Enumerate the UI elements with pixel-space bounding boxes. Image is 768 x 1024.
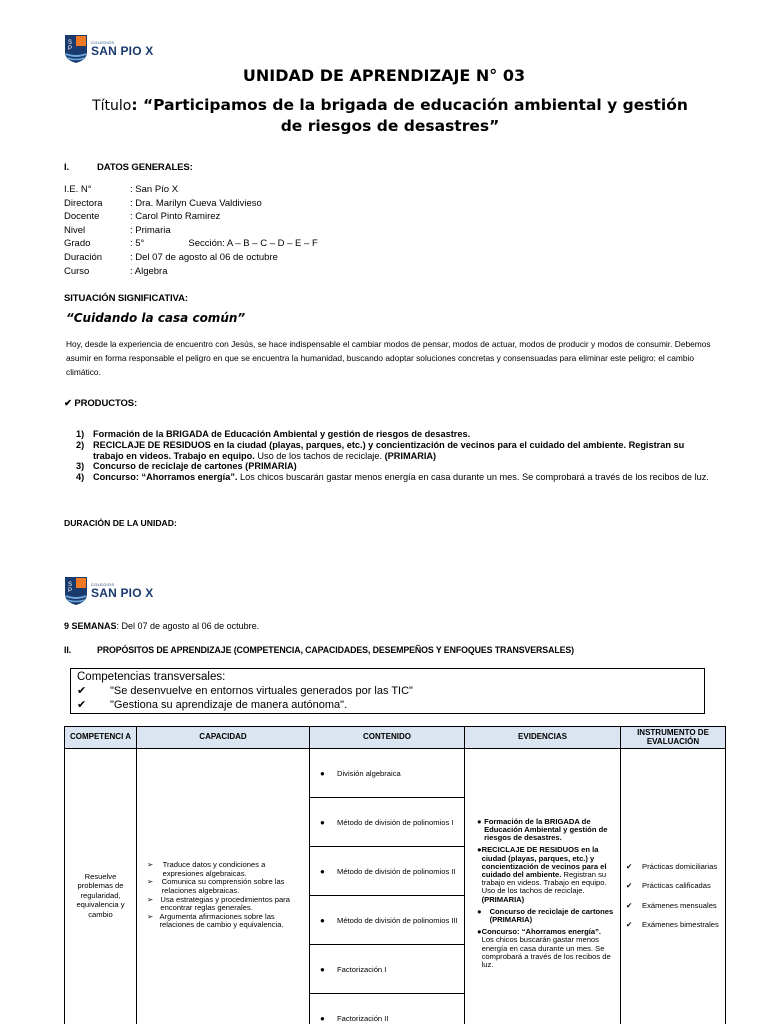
situacion-label: SITUACIÓN SIGNIFICATIVA: <box>64 293 188 304</box>
evidencia-item <box>477 818 614 843</box>
competencias-box <box>70 668 705 714</box>
evidencia-item <box>477 928 614 969</box>
producto-bold: Formación de la BRIGADA de Educación Ambiental y gestión de riesgos de desastres. <box>93 429 471 439</box>
datos-key: Curso <box>64 265 90 277</box>
instrumento-cell <box>621 749 726 1024</box>
datos-row <box>64 197 318 211</box>
contenido-cell <box>310 847 465 896</box>
competencia-text: "Se desenvuelve en entornos virtuales generados por las TIC" <box>110 685 413 697</box>
check-icon: ✔ <box>626 881 633 891</box>
contenido-text: Factorización I <box>337 964 387 974</box>
instrumento-item <box>626 915 725 935</box>
evidencia-bold: Concurso: “Ahorramos energía”. <box>481 927 602 937</box>
check-icon: ✔ <box>626 920 633 930</box>
check-icon: ✔ <box>626 861 633 871</box>
section1-num: I. <box>64 162 70 173</box>
datos-value: : Del 07 de agosto al 06 de octubre <box>130 251 278 263</box>
datos-key: I.E. N° <box>64 184 92 195</box>
shield-icon <box>64 576 88 606</box>
producto-item <box>76 461 716 472</box>
productos-list <box>76 429 716 483</box>
evidencias-cell <box>465 749 621 1024</box>
shield-icon <box>64 34 88 64</box>
header-contenido: CONTENIDO <box>310 727 465 749</box>
instrumento-item <box>626 896 725 916</box>
contenido-cell <box>310 945 465 994</box>
svg-text:P: P <box>68 46 73 52</box>
capacidad-item <box>147 896 303 913</box>
producto-num: 2) <box>76 439 85 450</box>
producto-num: 3) <box>76 461 85 472</box>
datos-key: Nivel <box>64 224 86 236</box>
logo-name: SAN PIO X <box>91 586 154 600</box>
bullet-icon: ● <box>477 927 482 937</box>
datos-row <box>64 251 318 265</box>
datos-generales <box>64 183 318 278</box>
producto-item <box>76 429 716 440</box>
competencias-title: Competencias transversales: <box>77 671 226 683</box>
producto-bold-2: (PRIMARIA) <box>384 450 437 461</box>
datos-value: : Algebra <box>130 265 168 277</box>
evidencia-item <box>477 846 614 903</box>
school-logo <box>64 34 153 64</box>
duracion-label: DURACIÓN DE LA UNIDAD: <box>64 518 177 528</box>
instrumento-text: Prácticas domiciliarias <box>642 861 718 871</box>
subtitle-line2: de riesgos de desastres” <box>280 117 500 135</box>
situacion-text: Hoy, desde la experiencia de encuentro con Jesús, se hace indispensable el cambiar modos de pensar, modos de actuar, modos de producir y modos de consumir. Debemos asumir en forma responsable el peligro en que se encuentra la humanidad, buscando adoptar soluciones concretas y consensuadas para eliminar este peligro: el cambio climático. <box>66 339 711 377</box>
evidencia-bold: Formación de la BRIGADA de Educación Ambiental y gestión de riesgos de desastres. <box>484 816 608 843</box>
bullet-icon: ● <box>320 1013 325 1023</box>
school-logo-2 <box>64 576 153 606</box>
bullet-icon: ● <box>477 906 482 916</box>
datos-key: Directora <box>64 197 103 209</box>
instrumento-item <box>626 876 725 896</box>
evidencia-bold: Concurso de reciclaje de cartones (PRIMARIA) <box>489 906 614 924</box>
subtitle-line1: : “Participamos de la brigada de educación ambiental y gestión <box>131 96 688 114</box>
instrumento-text: Exámenes mensuales <box>642 900 717 910</box>
capacidad-text: Argumenta afirmaciones sobre las relaciones de cambio y equivalencia. <box>159 911 284 930</box>
datos-value: : Carol Pinto Ramirez <box>130 211 221 223</box>
producto-bold: Concurso de reciclaje de cartones (PRIMARIA) <box>93 461 297 472</box>
evidencia-text: Registran su trabajo en videos. Trabajo en equipo. Uso de los tachos de reciclaje. <box>481 869 607 896</box>
capacidad-text: Traduce datos y condiciones a expresiones algebraicas. <box>162 860 266 878</box>
logo-small-text: COLEGIOS <box>91 582 115 587</box>
contenido-text: Factorización II <box>337 1013 389 1023</box>
logo-small-text: COLEGIOS <box>91 40 115 45</box>
producto-num: 4) <box>76 472 85 483</box>
svg-text:P: P <box>68 588 73 594</box>
producto-text: Uso de los tachos de reciclaje. <box>254 450 385 461</box>
svg-text:S: S <box>68 582 73 588</box>
bullet-icon: ● <box>320 866 325 876</box>
datos-value: : 5° <box>130 238 145 250</box>
competencia-item <box>77 698 698 712</box>
header-evidencias: EVIDENCIAS <box>465 727 621 749</box>
datos-value: : San Pío X <box>130 184 179 195</box>
evidencia-bold: RECICLAJE DE RESIDUOS en la ciudad (playas, parques, etc.) y concientización de vecinos para el cuidado del ambiente. <box>481 845 607 879</box>
datos-key: Duración <box>64 251 103 263</box>
instrumento-text: Exámenes bimestrales <box>642 920 719 930</box>
unit-subtitle <box>90 95 690 136</box>
datos-key: Grado <box>64 238 91 250</box>
svg-text:S: S <box>68 40 73 46</box>
header-competencia: COMPETENCI A <box>65 727 137 749</box>
datos-value: : Primaria <box>130 224 171 236</box>
producto-item <box>76 440 716 462</box>
bullet-icon: ● <box>320 817 325 827</box>
contenido-cell <box>310 749 465 798</box>
bullet-icon: ● <box>320 915 325 925</box>
contenido-text: Método de división de polinomios III <box>337 915 458 925</box>
competencia-item <box>77 684 698 698</box>
propositos-table <box>64 726 726 1024</box>
productos-label: ✔ PRODUCTOS: <box>64 398 138 409</box>
bullet-icon: ● <box>477 845 482 855</box>
header-instrumento: INSTRUMENTO DE EVALUACIÓN <box>621 727 726 749</box>
datos-row <box>64 224 318 238</box>
arrow-bullet-icon: ➢ <box>147 894 154 904</box>
contenido-cell <box>310 798 465 847</box>
evidencia-bold-2: (PRIMARIA) <box>481 894 525 904</box>
instrumento-text: Prácticas calificadas <box>642 881 711 891</box>
datos-row <box>64 183 318 197</box>
capacidad-cell <box>137 749 310 1024</box>
contenido-text: División algebraica <box>337 768 401 778</box>
evidencia-text: Los chicos buscarán gastar menos energía en casa durante un mes. Se comprobará a través de los recibos de luz. <box>481 935 611 970</box>
check-icon: ✔ <box>77 699 87 711</box>
section2-num: II. <box>64 645 72 655</box>
capacidad-item <box>147 913 303 930</box>
section1-title: DATOS GENERALES: <box>97 162 193 173</box>
semanas-text: : Del 07 de agosto al 06 de octubre. <box>116 621 260 631</box>
producto-bold: Concurso: “Ahorramos energía”. <box>93 472 238 483</box>
producto-text: Los chicos buscarán gastar menos energía en casa durante un mes. Se comprobará a través de los recibos de luz. <box>237 472 709 483</box>
section2-title: PROPÓSITOS DE APRENDIZAJE (COMPETENCIA, CAPACIDADES, DESEMPEÑOS Y ENFOQUES TRANSVERSALES) <box>97 645 574 655</box>
datos-row <box>64 265 318 279</box>
contenido-cell <box>310 994 465 1024</box>
header-capacidad: CAPACIDAD <box>137 727 310 749</box>
capacidad-item <box>147 861 303 878</box>
instrumento-item <box>626 857 725 877</box>
arrow-bullet-icon: ➢ <box>147 877 154 887</box>
contenido-cell <box>310 896 465 945</box>
page-title: UNIDAD DE APRENDIZAJE N° 03 <box>242 66 526 85</box>
seccion-value: Sección: A – B – C – D – E – F <box>188 238 318 250</box>
bullet-icon: ● <box>320 768 325 778</box>
subtitle-label: Título <box>92 98 132 114</box>
contenido-text: Método de división de polinomios I <box>337 817 454 827</box>
datos-key: Docente <box>64 211 100 223</box>
competencia-text: "Gestiona su aprendizaje de manera autónoma". <box>110 699 348 711</box>
datos-value: : Dra. Marilyn Cueva Valdivieso <box>130 197 262 209</box>
bullet-icon: ● <box>320 964 325 974</box>
evidencia-item <box>477 908 614 924</box>
situacion-title: “Cuidando la casa común” <box>66 311 246 325</box>
datos-row <box>64 237 318 251</box>
check-icon: ✔ <box>626 900 633 910</box>
capacidad-text: Usa estrategias y procedimientos para encontrar reglas generales. <box>160 894 290 913</box>
producto-bold: RECICLAJE DE RESIDUOS en la ciudad (playas, parques, etc.) y concientización de vecinos para el cuidado del ambiente. Registran su trabajo en videos. Trabajo en equipo. <box>93 439 685 461</box>
capacidad-text: Comunica su comprensión sobre las relaciones algebraicas. <box>161 877 285 895</box>
producto-num: 1) <box>76 429 85 439</box>
datos-row <box>64 210 318 224</box>
arrow-bullet-icon: ➢ <box>147 911 154 921</box>
producto-item <box>76 472 716 483</box>
arrow-bullet-icon: ➢ <box>147 860 154 870</box>
semanas-bold: 9 SEMANAS <box>64 621 117 631</box>
competencia-cell: Resuelve problemas de regularidad, equivalencia y cambio <box>65 749 137 1024</box>
capacidad-item <box>147 878 303 895</box>
contenido-text: Método de división de polinomios II <box>337 866 456 876</box>
bullet-icon: ● <box>477 816 482 826</box>
logo-name: SAN PIO X <box>91 44 154 58</box>
semanas-line <box>64 621 259 631</box>
check-icon: ✔ <box>77 685 87 697</box>
